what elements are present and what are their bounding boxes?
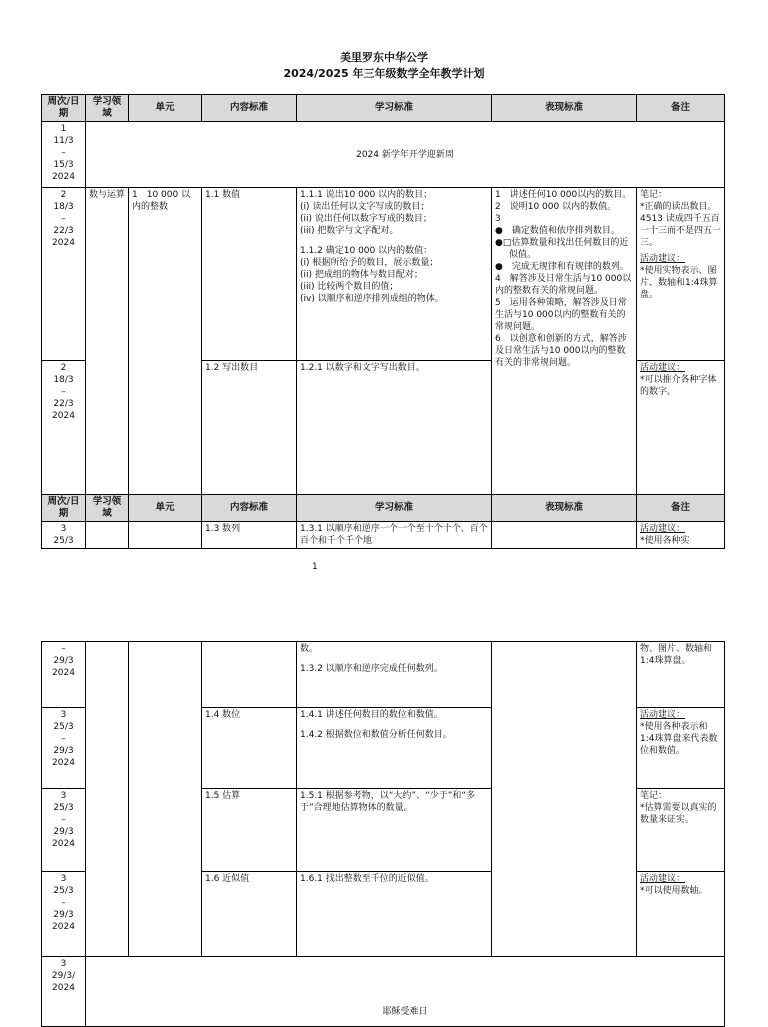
table-row-week3 — [42, 522, 725, 549]
col-header-learning-standard: 学习标准 — [297, 495, 492, 522]
learning-area-cell — [86, 522, 129, 549]
col-header-week: 周次/日期 — [42, 495, 86, 522]
table-row-week2 — [42, 188, 725, 361]
school-name: 美里罗东中华公学 — [340, 51, 428, 64]
content-standard-cell — [202, 642, 297, 708]
table-row-continued — [42, 642, 725, 708]
notes-cell: 物、图片、数轴和1:4珠算盘。 — [637, 642, 725, 708]
content-standard-cell: 1.3 数列 — [202, 522, 297, 549]
plan-table-page2 — [41, 641, 725, 1027]
content-standard-cell: 1.4 数位 — [202, 708, 297, 789]
learning-standard-cell: 1.6.1 找出整数至千位的近似值。 — [297, 872, 492, 957]
col-header-week: 周次/日期 — [42, 95, 86, 122]
plan-table-page1 — [41, 94, 725, 549]
content-standard-cell: 1.5 估算 — [202, 789, 297, 872]
week-cell: – 29/3 2024 — [42, 642, 86, 708]
learning-standard-cell: 1.1.1 说出10 000 以内的数目； (i) 读出任何以文字写成的数目； (ii) 说出任何以数字写成的数目； (iii) 把数字与文字配对。 1.1.2 确定10 000 以内的数值： (i) 根据所给予的数目，展示数量； (ii) 把成组的物体与数目配对； (iii) 比较两个数目的值； (iv) 以顺序和逆序排列成组的物体。 — [297, 188, 492, 361]
learning-area-cell: 数与运算 — [86, 188, 129, 495]
learning-standard-cell: 1.2.1 以数字和文字写出数目。 — [297, 361, 492, 495]
notes-cell: 活动建议： *使用各种实 — [637, 522, 725, 549]
col-header-unit: 单元 — [129, 95, 202, 122]
col-header-notes: 备注 — [637, 95, 725, 122]
event-cell: 2024 新学年开学迎新周 — [86, 122, 725, 188]
event-cell: 耶稣受难日 — [86, 957, 725, 1027]
col-header-content-standard: 内容标准 — [202, 495, 297, 522]
unit-cell — [129, 522, 202, 549]
learning-area-cell — [86, 642, 129, 957]
performance-standard-cell — [492, 642, 637, 957]
col-header-performance-standard: 表现标准 — [492, 95, 637, 122]
notes-cell: 活动建议： *使用各种表示和1:4珠算盘来代表数位和数值。 — [637, 708, 725, 789]
learning-standard-cell: 数。 1.3.2 以顺序和逆序完成任何数列。 — [297, 642, 492, 708]
content-standard-cell: 1.6 近似值 — [202, 872, 297, 957]
week-cell: 2 18/3 – 22/3 2024 — [42, 361, 86, 495]
week-cell: 3 25/3 – 29/3 2024 — [42, 789, 86, 872]
col-header-performance-standard: 表现标准 — [492, 495, 637, 522]
table-row-holiday — [42, 957, 725, 1027]
learning-standard-cell: 1.5.1 根据参考物，以“大约”、“少于”和“多于”合理地估算物体的数量。 — [297, 789, 492, 872]
table-row-week1 — [42, 122, 725, 188]
week-cell: 3 25/3 — [42, 522, 86, 549]
content-standard-cell: 1.2 写出数目 — [202, 361, 297, 495]
table-header-row — [42, 95, 725, 122]
notes-cell: 活动建议： *可以推介各种字体的数字。 — [637, 361, 725, 495]
content-standard-cell: 1.1 数值 — [202, 188, 297, 361]
unit-cell: 1 10 000 以内的整数 — [129, 188, 202, 495]
notes-cell: 活动建议： *可以使用数轴。 — [637, 872, 725, 957]
week-cell: 3 25/3 – 29/3 2024 — [42, 708, 86, 789]
col-header-notes: 备注 — [637, 495, 725, 522]
learning-standard-cell: 1.3.1 以顺序和逆序一个一个至十个十个、百个百个和千个千个地 — [297, 522, 492, 549]
plan-title: 2024/2025 年三年级数学全年教学计划 — [283, 67, 485, 80]
week-cell: 3 25/3 – 29/3 2024 — [42, 872, 86, 957]
col-header-area: 学习领域 — [86, 495, 129, 522]
week-cell: 1 11/3 – 15/3 2024 — [42, 122, 86, 188]
notes-cell: 笔记： *估算需要以真实的数量来证实。 — [637, 789, 725, 872]
notes-cell: 笔记： *正确的读出数目。4513 读成四千五百一十三而不是四五一三。 活动建议： *使用实物表示、图片、数轴和1:4珠算盘。 — [637, 188, 725, 361]
col-header-area: 学习领域 — [86, 95, 129, 122]
week-cell: 2 18/3 – 22/3 2024 — [42, 188, 86, 361]
week-cell: 3 29/3/ 2024 — [42, 957, 86, 1027]
performance-standard-cell: 1 讲述任何10 000以内的数目。 2 说明10 000 以内的数值。 3 ● 确定数值和依序排列数目。 ●□估算数量和找出任何数目的近似值。 ● 完成无规律和有规律的数列。 4 解答涉及日常生活与10 000以内的整数有关的常规问题。 5 运用各种策略，解答涉及日常生活与10 000以内的整数有关的常规问题。 6 以创意和创新的方式，解答涉及日常生活与10 000以内的整数有关的非常规问题。 — [492, 188, 637, 495]
table-header-row-repeat — [42, 495, 725, 522]
page-number: 1 — [312, 562, 318, 572]
learning-standard-cell: 1.4.1 讲述任何数目的数位和数值。 1.4.2 根据数位和数值分析任何数目。 — [297, 708, 492, 789]
performance-standard-cell — [492, 522, 637, 549]
unit-cell — [129, 642, 202, 957]
col-header-unit: 单元 — [129, 495, 202, 522]
col-header-content-standard: 内容标准 — [202, 95, 297, 122]
col-header-learning-standard: 学习标准 — [297, 95, 492, 122]
